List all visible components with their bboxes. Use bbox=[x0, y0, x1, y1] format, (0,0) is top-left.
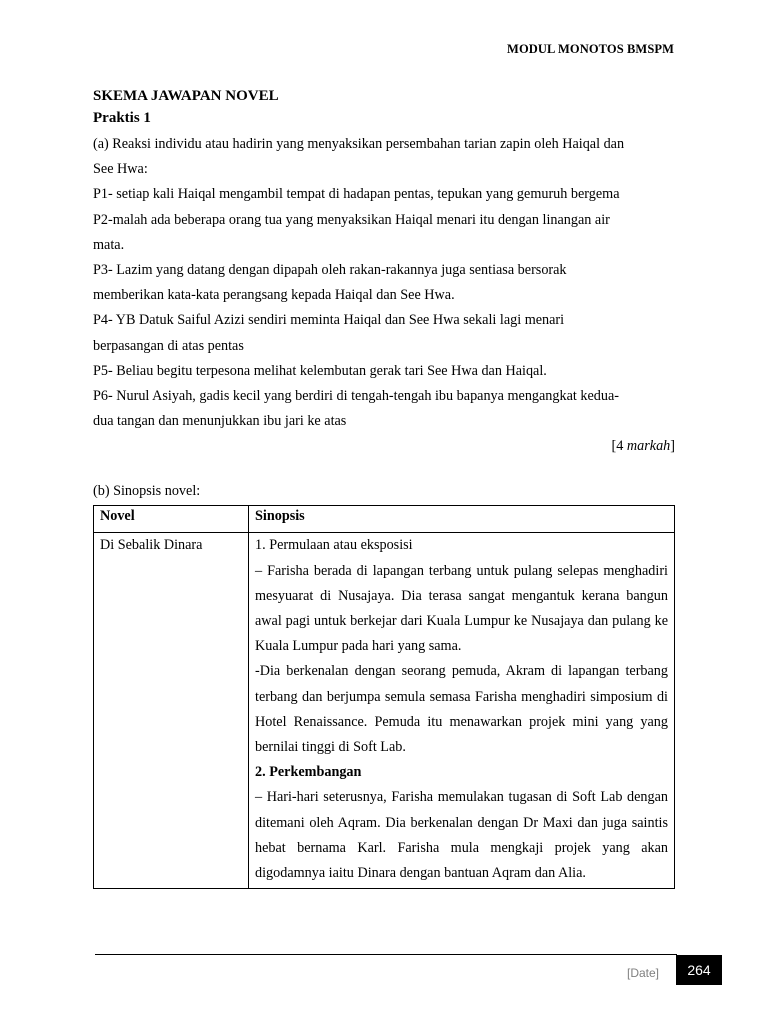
synopsis-part2-heading: 2. Perkembangan bbox=[255, 764, 362, 781]
footer-rule bbox=[95, 954, 677, 955]
novel-name-cell bbox=[94, 533, 249, 889]
novel-name: Di Sebalik Dinara bbox=[100, 537, 203, 554]
synopsis-table bbox=[93, 505, 675, 889]
a-line: mata. bbox=[93, 236, 125, 253]
section-b-heading: (b) Sinopsis novel: bbox=[93, 483, 201, 500]
a-line: P4- YB Datuk Saiful Azizi sendiri meminta Haiqal dan See Hwa sekali lagi menari bbox=[93, 312, 565, 329]
a-line: P1- setiap kali Haiqal mengambil tempat di hadapan pentas, tepukan yang gemuruh bergema bbox=[93, 186, 620, 203]
document-body bbox=[93, 86, 675, 889]
table-header-row bbox=[94, 506, 675, 533]
col-header-novel: Novel bbox=[94, 506, 249, 533]
a-line: dua tangan dan menunjukkan ibu jari ke atas bbox=[93, 413, 347, 430]
a-line: P2-malah ada beberapa orang tua yang menyaksikan Haiqal menari itu dengan linangan air bbox=[93, 211, 610, 228]
a-line: berpasangan di atas pentas bbox=[93, 337, 244, 354]
module-header: MODUL MONOTOS BMSPM bbox=[507, 42, 674, 56]
marks-prefix: [4 bbox=[611, 438, 627, 455]
section-a bbox=[93, 132, 675, 434]
marks-word: markah bbox=[626, 438, 671, 455]
synopsis-part2-para1: – Hari-hari seterusnya, Farisha memulakan tugasan di Soft Lab dengan ditemani oleh Aqram. Dia berkenalan dengan Dr Maxi dan juga saintis hebat bernama Karl. Farisha mula mengkaji projek yang akan digodamnya iaitu Dinara dengan bantuan Aqram dan Alia. bbox=[255, 789, 668, 882]
table-row bbox=[94, 533, 675, 889]
a-line: memberikan kata-kata perangsang kepada Haiqal dan See Hwa. bbox=[93, 287, 455, 304]
a-line: P6- Nurul Asiyah, gadis kecil yang berdiri di tengah-tengah ibu bapanya mengangkat kedua- bbox=[93, 388, 619, 405]
a-line: P5- Beliau begitu terpesona melihat kelembutan gerak tari See Hwa dan Haiqal. bbox=[93, 362, 547, 379]
practice-heading: Praktis 1 bbox=[93, 110, 151, 126]
marks-label bbox=[93, 434, 675, 459]
synopsis-part1-heading: 1. Permulaan atau eksposisi bbox=[255, 537, 413, 554]
a-line: (a) Reaksi individu atau hadirin yang menyaksikan persembahan tarian zapin oleh Haiqal dan bbox=[93, 136, 625, 152]
marks-suffix: ] bbox=[670, 438, 675, 455]
page-number-badge: 264 bbox=[676, 955, 722, 985]
synopsis-part1-para1: – Farisha berada di lapangan terbang untuk pulang selepas menghadiri mesyuarat di Nusajaya. Dia terasa sangat mengantuk kerana bangun awal pagi untuk berkejar dari Kuala Lumpur ke Nusajaya dan pulang ke Kuala Lumpur pada hari yang sama. bbox=[255, 562, 668, 655]
col-header-sinopsis: Sinopsis bbox=[249, 506, 675, 533]
synopsis-part1-para2: -Dia berkenalan dengan seorang pemuda, Akram di lapangan terbang terbang dan berjumpa semula semasa Farisha menghadiri simposium di Hotel Renaissance. Pemuda itu menawarkan projek mini yang yang bernilai tinggi di Soft Lab. bbox=[255, 663, 668, 756]
footer-date: [Date] bbox=[627, 966, 660, 980]
document-title: SKEMA JAWAPAN NOVEL bbox=[93, 88, 279, 104]
a-line: See Hwa: bbox=[93, 161, 148, 178]
synopsis-cell bbox=[249, 533, 675, 889]
a-line: P3- Lazim yang datang dengan dipapah oleh rakan-rakannya juga sentiasa bersorak bbox=[93, 262, 567, 279]
